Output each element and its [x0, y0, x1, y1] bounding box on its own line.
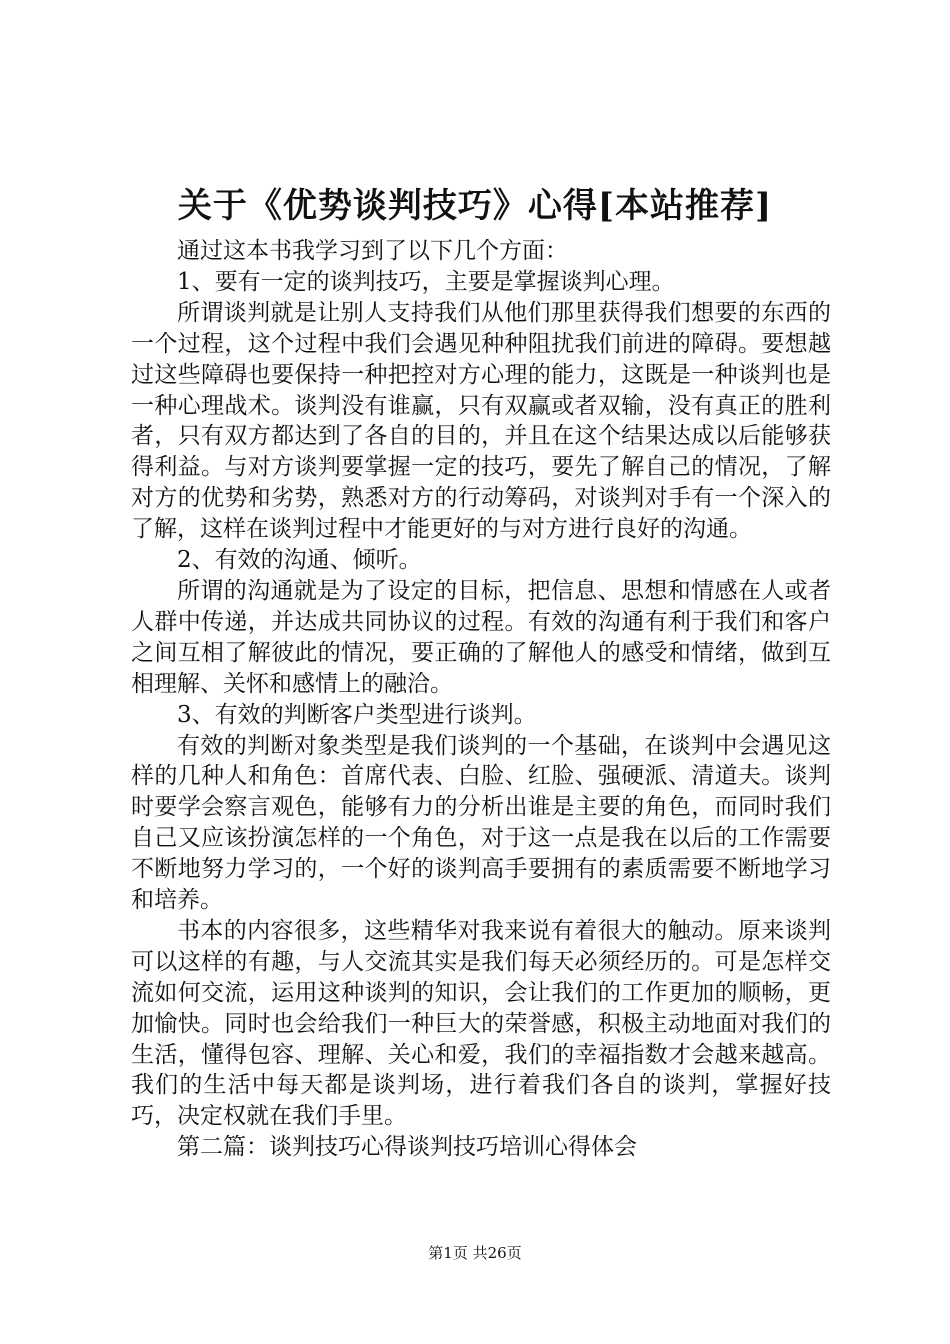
paragraph-conclusion: 书本的内容很多，这些精华对我来说有着很大的触动。原来谈判可以这样的有趣，与人交流其实是我们每天必须经历的。可是怎样交流如何交流，运用这种谈判的知识，会让我们的工作更加的顺畅，更加愉快。同时也会给我们一种巨大的荣誉感，积极主动地面对我们的生活，懂得包容、理解、关心和爱，我们的幸福指数才会越来越高。我们的生活中每天都是谈判场，进行着我们各自的谈判，掌握好技巧，决定权就在我们手里。: [131, 917, 831, 1130]
document-body: [131, 236, 831, 1163]
paragraph-point-3-heading: 3、有效的判断客户类型进行谈判。: [177, 701, 537, 728]
paragraph-point-1-heading: 1、要有一定的谈判技巧，主要是掌握谈判心理。: [177, 268, 675, 295]
paragraph-intro: 通过这本书我学习到了以下几个方面：: [177, 238, 568, 264]
paragraph-next-section: 第二篇：谈判技巧心得谈判技巧培训心得体会: [177, 1134, 637, 1161]
paragraph-point-2-body: 所谓的沟通就是为了设定的目标，把信息、思想和情感在人或者人群中传递，并达成共同协议的过程。有效的沟通有利于我们和客户之间互相了解彼此的情况，要正确的了解他人的感受和情绪，做到互相理解、关怀和感情上的融洽。: [131, 577, 831, 697]
paragraph-point-1-body: 所谓谈判就是让别人支持我们从他们那里获得我们想要的东西的一个过程，这个过程中我们会遇见种种阻扰我们前进的障碍。要想越过这些障碍也要保持一种把控对方心理的能力，这既是一种谈判也是一种心理战术。谈判没有谁赢，只有双赢或者双输，没有真正的胜利者，只有双方都达到了各自的目的，并且在这个结果达成以后能够获得利益。与对方谈判要掌握一定的技巧，要先了解自己的情况，了解对方的优势和劣势，熟悉对方的行动筹码，对谈判对手有一个深入的了解，这样在谈判过程中才能更好的与对方进行良好的沟通。: [131, 299, 831, 543]
page-footer: 第1页 共26页: [428, 1244, 522, 1262]
paragraph-point-3-body: 有效的判断对象类型是我们谈判的一个基础，在谈判中会遇见这样的几种人和角色：首席代表、白脸、红脸、强硬派、清道夫。谈判时要学会察言观色，能够有力的分析出谁是主要的角色，而同时我们自己又应该扮演怎样的一个角色，对于这一点是我在以后的工作需要不断地努力学习的，一个好的谈判高手要拥有的素质需要不断地学习和培养。: [131, 732, 831, 914]
paragraph-point-2-heading: 2、有效的沟通、倾听。: [177, 547, 422, 574]
document-title: 关于《优势谈判技巧》心得[本站推荐]: [177, 186, 773, 226]
